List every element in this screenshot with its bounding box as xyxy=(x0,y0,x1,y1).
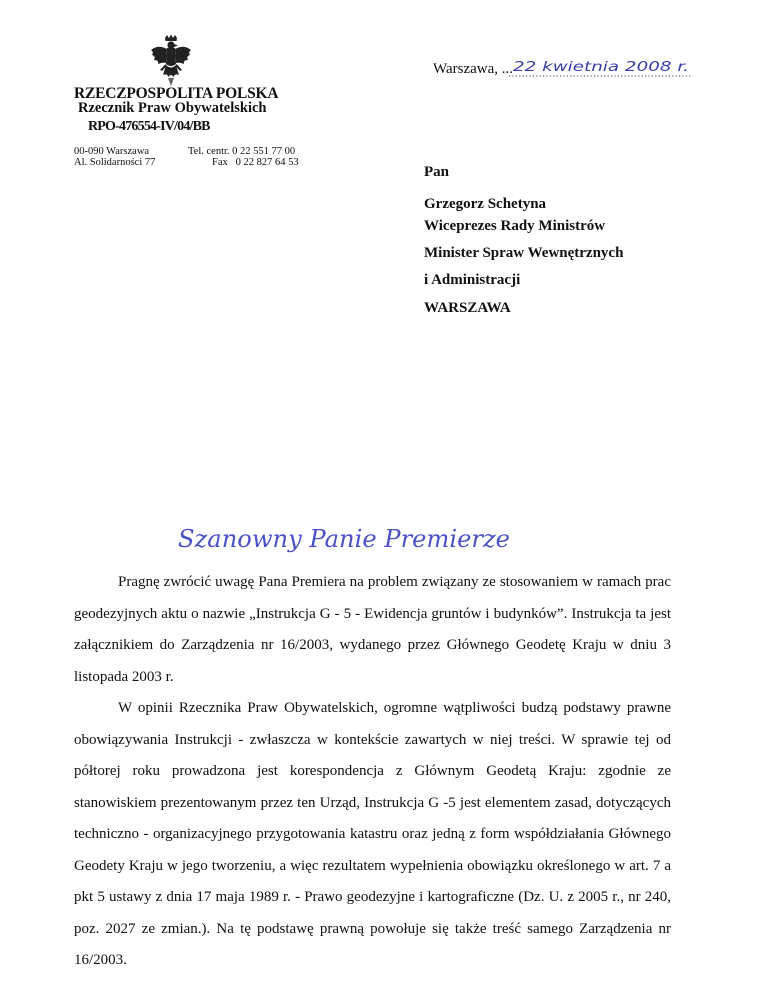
dateline-city: Warszawa, ... xyxy=(433,61,514,77)
postal-address xyxy=(74,146,155,168)
org-subtitle: Rzecznik Praw Obywatelskich xyxy=(78,100,267,116)
addressee-line: WARSZAWA xyxy=(424,300,511,316)
addressee-line: Grzegorz Schetyna xyxy=(424,196,547,212)
addressee-line: Pan xyxy=(424,164,450,180)
address-line: 00-090 Warszawa xyxy=(74,146,150,157)
handwritten-date xyxy=(509,60,692,78)
address-line: Al. Solidarności 77 xyxy=(74,157,156,168)
eagle-emblem-icon xyxy=(148,34,194,88)
addressee-line: Wiceprezes Rady Ministrów xyxy=(424,218,606,234)
letter-body xyxy=(74,567,671,977)
org-name: RZECZPOSPOLITA POLSKA xyxy=(74,85,279,102)
contact-numbers xyxy=(188,146,299,168)
handwritten-salutation xyxy=(176,523,516,557)
phone-number: Tel. centr. 0 22 551 77 00 xyxy=(188,146,296,157)
handwritten-date-text: 22 kwietnia 2008 r. xyxy=(513,60,689,75)
body-paragraph: Pragnę zwrócić uwagę Pana Premiera na problem związany ze stosowaniem w ramach prac geodezyjnych aktu o nazwie „Instrukcja G - 5 - Ewidencja gruntów i budynków”. Instrukcja ta jest załącznikiem do Zarządzenia nr 16/2003, wydanego przez Głównego Geodetę Kraju w dniu 3 listopada 2003 r. xyxy=(74,574,671,685)
fax-number: Fax 0 22 827 64 53 xyxy=(212,157,299,168)
addressee-line: i Administracji xyxy=(424,272,521,288)
handwritten-salutation-text: Szanowny Panie Premierze xyxy=(178,525,510,553)
reference-number: RPO-476554-IV/04/BB xyxy=(88,119,210,134)
addressee-line: Minister Spraw Wewnętrznych xyxy=(424,245,624,261)
body-paragraph: W opinii Rzecznika Praw Obywatelskich, ogromne wątpliwości budzą podstawy prawne obowiązywania Instrukcji - zwłaszcza w kontekście zawartych w niej treści. W sprawie tej od półtorej roku prowadzona jest korespondencja z Głównym Geodetą Kraju: zgodnie ze stanowiskiem prezentowanym przez ten Urząd, Instrukcja G -5 jest elementem zasad, dotyczących techniczno - organizacyjnego przygotowania katastru oraz jedną z form współdziałania Głównego Geodety Kraju w jego tworzeniu, a więc rezultatem wypełnienia obowiązku określonego w art. 7 a pkt 5 ustawy z dnia 17 maja 1989 r. - Prawo geodezyjne i kartograficzne (Dz. U. z 2005 r., nr 240, poz. 2027 ze zmian.). Na tę podstawę prawną powołuje się także treść samego Zarządzenia nr 16/2003. xyxy=(74,700,671,968)
